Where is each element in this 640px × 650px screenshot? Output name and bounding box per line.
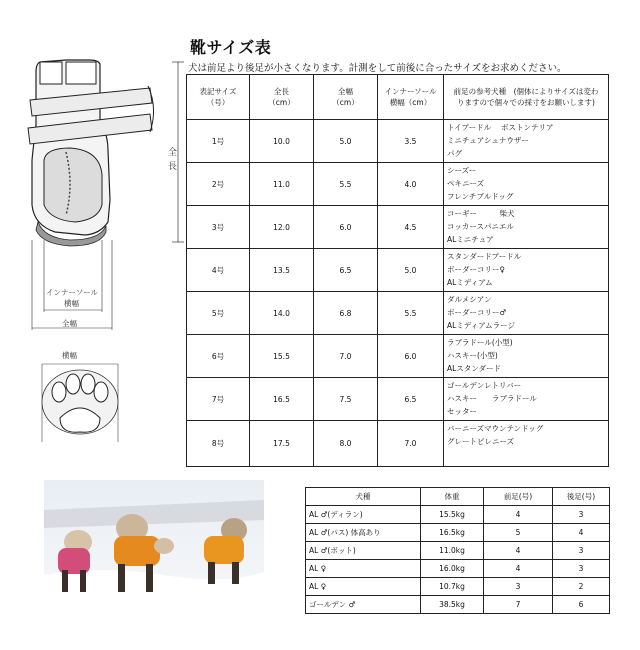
cell-weight: 11.0kg (421, 542, 484, 560)
cell-breeds: スタンダードプードル ボーダーコリー♀ ALミディアム (444, 249, 609, 292)
table-row (187, 206, 609, 249)
cell-breeds: ラブラドール(小型) ハスキー(小型) ALスタンダード (444, 335, 609, 378)
dogs-photo (44, 480, 264, 616)
paw-diagram (30, 360, 130, 450)
cell-weight: 16.5kg (421, 524, 484, 542)
cell-length: 13.5 (250, 249, 314, 292)
cell-size: 6号 (187, 335, 250, 378)
cell-weight: 15.5kg (421, 506, 484, 524)
table-row (187, 335, 609, 378)
header-weight: 体重 (421, 488, 484, 506)
table-row (306, 596, 610, 614)
header-breed: 犬種 (306, 488, 421, 506)
cell-width: 5.5 (314, 163, 378, 206)
table-row (306, 578, 610, 596)
cell-front: 4 (484, 542, 553, 560)
cell-back: 3 (553, 560, 610, 578)
header-front: 前足(号) (484, 488, 553, 506)
cell-insole: 6.5 (378, 378, 444, 421)
size-table (186, 74, 609, 467)
cell-size: 2号 (187, 163, 250, 206)
cell-front: 7 (484, 596, 553, 614)
table-row (187, 378, 609, 421)
cell-breed: AL ♀ (306, 578, 421, 596)
table-row (187, 163, 609, 206)
cell-breeds: シーズー ペキニーズ フレンチブルドッグ (444, 163, 609, 206)
cell-breeds: ダルメシアン ボーダーコリー♂ ALミディアムラージ (444, 292, 609, 335)
table-row (306, 560, 610, 578)
cell-insole: 6.0 (378, 335, 444, 378)
table-row (187, 120, 609, 163)
cell-breed: AL ♂(パス) 体高あり (306, 524, 421, 542)
cell-width: 6.5 (314, 249, 378, 292)
header-insole: インナーソール 横幅（cm） (378, 75, 444, 120)
cell-width: 5.0 (314, 120, 378, 163)
cell-breed: ゴールデン ♂ (306, 596, 421, 614)
cell-insole: 5.0 (378, 249, 444, 292)
cell-back: 4 (553, 524, 610, 542)
cell-size: 3号 (187, 206, 250, 249)
cell-size: 7号 (187, 378, 250, 421)
cell-length: 12.0 (250, 206, 314, 249)
cell-breeds: バーニーズマウンテンドッグ グレートピレニーズ (444, 421, 609, 467)
cell-width: 7.5 (314, 378, 378, 421)
page-subtitle: 犬は前足より後足が小さくなります。計測をして前後に合ったサイズをお求めください。 (188, 63, 567, 74)
cell-breeds: トイプードル ボストンテリア ミニチュアシュナウザー パグ (444, 120, 609, 163)
cell-front: 4 (484, 506, 553, 524)
cell-front: 4 (484, 560, 553, 578)
dog-table-header (306, 488, 610, 506)
cell-back: 2 (553, 578, 610, 596)
cell-back: 6 (553, 596, 610, 614)
length-label: 全 長 (168, 148, 178, 172)
cell-size: 5号 (187, 292, 250, 335)
table-row (306, 542, 610, 560)
table-row (306, 524, 610, 542)
cell-front: 3 (484, 578, 553, 596)
cell-weight: 10.7kg (421, 578, 484, 596)
table-row (187, 421, 609, 467)
cell-weight: 38.5kg (421, 596, 484, 614)
cell-size: 1号 (187, 120, 250, 163)
cell-breed: AL ♂(ディラン) (306, 506, 421, 524)
size-table-header (187, 75, 609, 120)
cell-length: 16.5 (250, 378, 314, 421)
header-width: 全幅 （cm） (314, 75, 378, 120)
dog-table (305, 487, 610, 614)
header-size: 表記サイズ （号） (187, 75, 250, 120)
cell-back: 3 (553, 506, 610, 524)
cell-length: 11.0 (250, 163, 314, 206)
cell-back: 3 (553, 542, 610, 560)
header-breeds: 前足の参考犬種 (個体によりサイズは変わ りますので個々での採寸をお願いします) (444, 75, 609, 120)
cell-insole: 3.5 (378, 120, 444, 163)
paw-width-label: 横幅 (62, 351, 77, 360)
cell-width: 8.0 (314, 421, 378, 467)
cell-breeds: ゴールデンレトリバー ハスキー ラブラドール セッター (444, 378, 609, 421)
header-length: 全長 （cm） (250, 75, 314, 120)
cell-length: 10.0 (250, 120, 314, 163)
cell-insole: 4.0 (378, 163, 444, 206)
table-row (306, 506, 610, 524)
cell-breeds: コーギー 柴犬 コッカースパニエル ALミニチュア (444, 206, 609, 249)
cell-insole: 5.5 (378, 292, 444, 335)
insole-width-label: 横幅 (64, 299, 79, 308)
cell-width: 6.8 (314, 292, 378, 335)
insole-label: インナーソール (46, 288, 99, 297)
cell-breed: AL ♀ (306, 560, 421, 578)
cell-width: 6.0 (314, 206, 378, 249)
header-back: 後足(号) (553, 488, 610, 506)
cell-width: 7.0 (314, 335, 378, 378)
cell-length: 15.5 (250, 335, 314, 378)
cell-breed: AL ♂(ボット) (306, 542, 421, 560)
page-title: 靴サイズ表 (190, 38, 272, 57)
cell-size: 4号 (187, 249, 250, 292)
cell-size: 8号 (187, 421, 250, 467)
table-row (187, 292, 609, 335)
cell-insole: 4.5 (378, 206, 444, 249)
cell-length: 14.0 (250, 292, 314, 335)
cell-weight: 16.0kg (421, 560, 484, 578)
cell-front: 5 (484, 524, 553, 542)
table-row (187, 249, 609, 292)
cell-insole: 7.0 (378, 421, 444, 467)
cell-length: 17.5 (250, 421, 314, 467)
overall-width-label: 全幅 (62, 319, 77, 328)
